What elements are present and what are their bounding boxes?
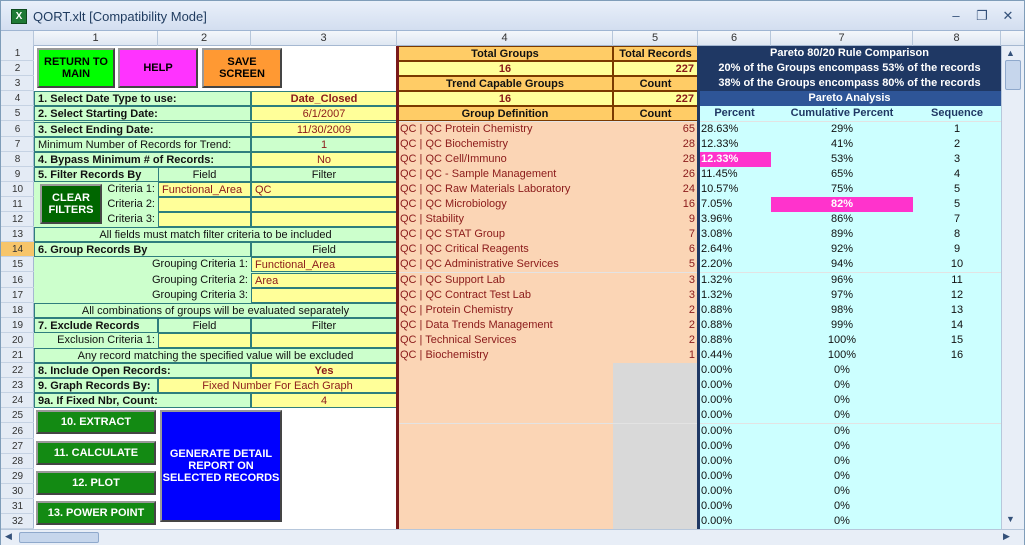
form-value[interactable]: 1 — [251, 137, 397, 152]
generate-report-button[interactable]: GENERATE DETAIL REPORT ON SELECTED RECORDS — [160, 410, 282, 522]
exclusion-1-field[interactable] — [158, 333, 251, 348]
form-label: 4. Bypass Minimum # of Records: — [34, 152, 251, 167]
row-header[interactable]: 16 — [1, 273, 34, 288]
row-header[interactable]: 4 — [1, 91, 34, 106]
sequence-cell[interactable] — [913, 484, 1001, 499]
group-definition-cell[interactable]: QC | QC - Sample Management — [397, 167, 613, 182]
group-definition-cell[interactable]: QC | QC Contract Test Lab — [397, 288, 613, 303]
title-bar — [1, 1, 1024, 31]
count-cell[interactable]: 2 — [613, 318, 698, 333]
cumulative-percent-cell[interactable]: 89% — [771, 227, 913, 242]
sequence-cell[interactable]: 1 — [913, 122, 1001, 137]
row-header[interactable]: 1 — [1, 46, 34, 61]
form-label: Minimum Number of Records for Trend: — [34, 137, 251, 152]
percent-cell[interactable]: 0.00% — [698, 514, 771, 529]
cumulative-percent-cell[interactable]: 0% — [771, 408, 913, 423]
row-header[interactable]: 2 — [1, 61, 34, 76]
row-header[interactable]: 10 — [1, 182, 34, 197]
group-definition-cell[interactable]: QC | QC Protein Chemistry — [397, 122, 613, 137]
group-definition-cell[interactable] — [397, 408, 613, 423]
filter-header: Filter — [251, 167, 397, 182]
group-definition-cell[interactable] — [397, 393, 613, 408]
sequence-cell[interactable]: 2 — [913, 137, 1001, 152]
cumulative-percent-cell[interactable]: 86% — [771, 212, 913, 227]
group-definition-cell[interactable]: QC | QC STAT Group — [397, 227, 613, 242]
group-definition-cell[interactable]: QC | Protein Chemistry — [397, 303, 613, 318]
grouping-1-field[interactable]: Functional_Area — [251, 257, 397, 272]
count-cell[interactable]: 1 — [613, 348, 698, 363]
sequence-cell[interactable]: 11 — [913, 273, 1001, 288]
percent-cell[interactable]: 0.88% — [698, 333, 771, 348]
group-definition-cell[interactable] — [397, 469, 613, 484]
horizontal-scrollbar[interactable] — [1, 529, 1024, 545]
criteria-2-field[interactable] — [158, 197, 251, 212]
filter-header: Filter — [251, 318, 397, 333]
group-definition-header: Group Definition — [397, 106, 613, 121]
form-label: 1. Select Date Type to use: — [34, 91, 251, 106]
count-cell[interactable]: 3 — [613, 273, 698, 288]
group-definition-cell[interactable] — [397, 424, 613, 439]
count-cell[interactable] — [613, 484, 698, 499]
row-header[interactable]: 3 — [1, 76, 34, 91]
form-label: 5. Filter Records By — [34, 167, 251, 182]
count-cell[interactable]: 9 — [613, 212, 698, 227]
criteria-label: Criteria 1: — [107, 183, 155, 195]
restore-icon[interactable]: ❐ — [976, 8, 988, 23]
count-cell[interactable]: 16 — [613, 197, 698, 212]
count-cell[interactable]: 2 — [613, 303, 698, 318]
percent-cell[interactable]: 0.44% — [698, 348, 771, 363]
percent-cell[interactable]: 12.33% — [698, 152, 771, 167]
column-header[interactable]: 8 — [913, 31, 1001, 46]
sequence-cell[interactable]: 5 — [913, 197, 1001, 212]
sequence-cell[interactable]: 12 — [913, 288, 1001, 303]
sequence-cell[interactable] — [913, 408, 1001, 423]
row-header[interactable]: 18 — [1, 303, 34, 318]
row-header[interactable]: 5 — [1, 106, 34, 121]
count-header: Count — [613, 106, 698, 121]
percent-cell[interactable]: 0.00% — [698, 378, 771, 393]
percent-cell[interactable]: 0.00% — [698, 499, 771, 514]
cumulative-percent-cell[interactable]: 100% — [771, 348, 913, 363]
count-label: Count — [613, 76, 698, 91]
sequence-cell[interactable] — [913, 378, 1001, 393]
sequence-cell[interactable]: 14 — [913, 318, 1001, 333]
row-header[interactable]: 31 — [1, 499, 34, 514]
count-cell[interactable]: 2 — [613, 333, 698, 348]
sequence-cell[interactable]: 5 — [913, 182, 1001, 197]
count-cell[interactable] — [613, 514, 698, 529]
percent-cell[interactable]: 3.96% — [698, 212, 771, 227]
form-value[interactable]: No — [251, 152, 397, 167]
criteria-3-field[interactable] — [158, 212, 251, 227]
percent-cell[interactable]: 0.00% — [698, 469, 771, 484]
sequence-cell[interactable] — [913, 439, 1001, 454]
column-header[interactable]: 1 — [34, 31, 158, 46]
count-cell[interactable]: 7 — [613, 227, 698, 242]
total-groups-label: Total Groups — [397, 46, 613, 61]
count-cell[interactable]: 28 — [613, 152, 698, 167]
count-cell[interactable] — [613, 499, 698, 514]
pareto-line-2: 38% of the Groups encompass 80% of the records — [698, 76, 1001, 91]
cumulative-percent-cell[interactable]: 0% — [771, 424, 913, 439]
percent-cell[interactable]: 0.00% — [698, 454, 771, 469]
sequence-cell[interactable] — [913, 469, 1001, 484]
cumulative-percent-cell[interactable]: 0% — [771, 514, 913, 529]
group-definition-cell[interactable]: QC | QC Raw Materials Laboratory — [397, 182, 613, 197]
calculate-button[interactable]: 11. CALCULATE — [36, 441, 156, 465]
percent-cell[interactable]: 7.05% — [698, 197, 771, 212]
sequence-cell[interactable]: 16 — [913, 348, 1001, 363]
cumulative-percent-cell[interactable]: 0% — [771, 454, 913, 469]
percent-cell[interactable]: 0.00% — [698, 484, 771, 499]
column-header[interactable]: 3 — [251, 31, 397, 46]
select-all-corner[interactable] — [1, 31, 34, 46]
row-header[interactable]: 29 — [1, 469, 34, 484]
column-header[interactable]: 6 — [698, 31, 771, 46]
cumulative-percent-cell[interactable]: 0% — [771, 363, 913, 378]
group-definition-cell[interactable] — [397, 378, 613, 393]
plot-button[interactable]: 12. PLOT — [36, 471, 156, 495]
form-value[interactable]: 6/1/2007 — [251, 106, 397, 121]
sequence-header: Sequence — [913, 106, 1001, 121]
group-definition-cell[interactable] — [397, 363, 613, 378]
row-header[interactable]: 21 — [1, 348, 34, 363]
exclusion-label: Exclusion Criteria 1: — [57, 334, 155, 346]
cumulative-percent-cell[interactable]: 97% — [771, 288, 913, 303]
count-cell[interactable]: 3 — [613, 288, 698, 303]
percent-cell[interactable]: 12.33% — [698, 137, 771, 152]
group-definition-cell[interactable] — [397, 484, 613, 499]
row-header[interactable]: 6 — [1, 122, 34, 137]
percent-cell[interactable]: 1.32% — [698, 273, 771, 288]
percent-cell[interactable]: 10.57% — [698, 182, 771, 197]
field-header: Field — [158, 318, 251, 333]
group-definition-cell[interactable]: QC | Data Trends Management — [397, 318, 613, 333]
count-cell[interactable]: 65 — [613, 122, 698, 137]
form-value[interactable]: Yes — [251, 363, 397, 378]
group-definition-cell[interactable]: QC | Technical Services — [397, 333, 613, 348]
sequence-cell[interactable] — [913, 499, 1001, 514]
row-header[interactable]: 30 — [1, 484, 34, 499]
column-headers — [1, 31, 1024, 46]
row-header[interactable]: 19 — [1, 318, 34, 333]
row-header[interactable]: 20 — [1, 333, 34, 348]
total-groups-value: 16 — [397, 61, 613, 76]
row-headers — [1, 46, 34, 529]
scroll-up-icon[interactable]: ▲ — [1006, 48, 1015, 58]
cumulative-percent-cell[interactable]: 75% — [771, 182, 913, 197]
field-header: Field — [251, 242, 397, 257]
column-header[interactable]: 5 — [613, 31, 698, 46]
section-divider — [697, 46, 700, 529]
criteria-3-filter[interactable] — [251, 212, 397, 227]
grouping-label: Grouping Criteria 2: — [152, 274, 248, 286]
sequence-cell[interactable]: 10 — [913, 257, 1001, 272]
form-label: 8. Include Open Records: — [34, 363, 251, 378]
criteria-1-field[interactable]: Functional_Area — [158, 182, 251, 197]
group-definition-cell[interactable]: QC | Stability — [397, 212, 613, 227]
percent-cell[interactable]: 2.64% — [698, 242, 771, 257]
scroll-down-icon[interactable]: ▼ — [1006, 514, 1015, 524]
count-cell[interactable] — [613, 439, 698, 454]
grouping-3-field[interactable] — [251, 288, 397, 303]
criteria-label: Criteria 3: — [107, 213, 155, 225]
group-note: All combinations of groups will be evaluated separately — [34, 303, 397, 318]
exclusion-1-filter[interactable] — [251, 333, 397, 348]
close-icon[interactable]: ✕ — [1002, 8, 1014, 23]
group-definition-cell[interactable] — [397, 499, 613, 514]
clear-filters-button[interactable]: CLEAR FILTERS — [40, 184, 102, 224]
row-header[interactable]: 7 — [1, 137, 34, 152]
cumulative-percent-cell[interactable]: 92% — [771, 242, 913, 257]
count-cell[interactable] — [613, 393, 698, 408]
criteria-label: Criteria 2: — [107, 198, 155, 210]
column-header[interactable]: 2 — [158, 31, 251, 46]
column-header[interactable]: 4 — [397, 31, 613, 46]
sequence-cell[interactable] — [913, 454, 1001, 469]
count-cell[interactable] — [613, 424, 698, 439]
sequence-cell[interactable]: 9 — [913, 242, 1001, 257]
row-header[interactable]: 17 — [1, 288, 34, 303]
exclude-note: Any record matching the specified value will be excluded — [34, 348, 397, 363]
percent-cell[interactable]: 11.45% — [698, 167, 771, 182]
group-definition-cell[interactable]: QC | QC Support Lab — [397, 273, 613, 288]
cumulative-percent-cell[interactable]: 96% — [771, 273, 913, 288]
filter-note: All fields must match filter criteria to be included — [34, 227, 397, 242]
group-definition-cell[interactable]: QC | QC Biochemistry — [397, 137, 613, 152]
extract-button[interactable]: 10. EXTRACT — [36, 410, 156, 434]
percent-cell[interactable]: 0.00% — [698, 424, 771, 439]
scroll-thumb[interactable] — [19, 532, 99, 543]
cumulative-percent-cell[interactable]: 0% — [771, 439, 913, 454]
power-point-button[interactable]: 13. POWER POINT — [36, 501, 156, 525]
criteria-1-filter[interactable]: QC — [251, 182, 397, 197]
section-divider — [396, 46, 399, 529]
pareto-line-1: 20% of the Groups encompass 53% of the records — [698, 61, 1001, 76]
form-value[interactable]: Date_Closed — [251, 91, 397, 106]
row-header[interactable]: 25 — [1, 408, 34, 423]
save-screen-button[interactable]: SAVE SCREEN — [202, 48, 282, 88]
sequence-cell[interactable]: 13 — [913, 303, 1001, 318]
percent-cell[interactable]: 0.00% — [698, 408, 771, 423]
spreadsheet-grid[interactable] — [34, 46, 1001, 529]
sequence-cell[interactable] — [913, 363, 1001, 378]
scroll-thumb[interactable] — [1005, 60, 1021, 90]
excel-icon[interactable]: X — [11, 9, 27, 24]
row-header[interactable]: 11 — [1, 197, 34, 212]
group-definition-cell[interactable]: QC | QC Administrative Services — [397, 257, 613, 272]
cumulative-percent-cell[interactable]: 53% — [771, 152, 913, 167]
percent-cell[interactable]: 0.00% — [698, 393, 771, 408]
criteria-2-filter[interactable] — [251, 197, 397, 212]
cumulative-header: Cumulative Percent — [771, 106, 913, 121]
percent-cell[interactable]: 0.88% — [698, 303, 771, 318]
sequence-cell[interactable] — [913, 514, 1001, 529]
grouping-label: Grouping Criteria 1: — [152, 258, 248, 270]
total-records-label: Total Records — [613, 46, 698, 61]
count-cell[interactable]: 5 — [613, 257, 698, 272]
cumulative-percent-cell[interactable]: 29% — [771, 122, 913, 137]
pareto-title: Pareto 80/20 Rule Comparison — [698, 46, 1001, 61]
form-value[interactable]: 4 — [251, 393, 397, 408]
form-value[interactable]: 11/30/2009 — [251, 122, 397, 137]
group-definition-cell[interactable]: QC | Biochemistry — [397, 348, 613, 363]
row-header[interactable]: 23 — [1, 378, 34, 393]
count-cell[interactable] — [613, 363, 698, 378]
cumulative-percent-cell[interactable]: 0% — [771, 499, 913, 514]
vertical-scrollbar[interactable] — [1001, 46, 1024, 529]
count-cell[interactable] — [613, 469, 698, 484]
count-cell[interactable]: 24 — [613, 182, 698, 197]
count-cell[interactable]: 6 — [613, 242, 698, 257]
percent-cell[interactable]: 28.63% — [698, 122, 771, 137]
sequence-cell[interactable] — [913, 393, 1001, 408]
percent-header: Percent — [698, 106, 771, 121]
grouping-2-field[interactable]: Area — [251, 273, 397, 288]
percent-cell[interactable]: 0.00% — [698, 439, 771, 454]
cumulative-percent-cell[interactable]: 99% — [771, 318, 913, 333]
group-definition-cell[interactable] — [397, 514, 613, 529]
help-button[interactable]: HELP — [118, 48, 198, 88]
cumulative-percent-cell[interactable]: 0% — [771, 378, 913, 393]
row-header[interactable]: 24 — [1, 393, 34, 408]
row-header[interactable]: 26 — [1, 424, 34, 439]
cumulative-percent-cell[interactable]: 100% — [771, 333, 913, 348]
total-records-value: 227 — [613, 61, 698, 76]
form-label: 9. Graph Records By: — [34, 378, 158, 393]
percent-cell[interactable]: 2.20% — [698, 257, 771, 272]
count-cell[interactable]: 28 — [613, 137, 698, 152]
cumulative-percent-cell[interactable]: 65% — [771, 167, 913, 182]
window-title: QORT.xlt [Compatibility Mode] — [33, 9, 207, 24]
row-header[interactable]: 8 — [1, 152, 34, 167]
row-header[interactable]: 28 — [1, 454, 34, 469]
graph-by-value[interactable]: Fixed Number For Each Graph — [158, 378, 397, 393]
form-label: 2. Select Starting Date: — [34, 106, 251, 121]
cumulative-percent-cell[interactable]: 82% — [771, 197, 913, 212]
row-header[interactable]: 14 — [1, 242, 34, 257]
cumulative-percent-cell[interactable]: 0% — [771, 484, 913, 499]
percent-cell[interactable]: 0.88% — [698, 318, 771, 333]
sequence-cell[interactable]: 7 — [913, 212, 1001, 227]
group-definition-cell[interactable]: QC | QC Microbiology — [397, 197, 613, 212]
count-value: 227 — [613, 91, 698, 106]
return-to-main-button[interactable]: RETURN TO MAIN — [37, 48, 115, 88]
scroll-left-icon[interactable]: ◀ — [5, 531, 12, 541]
form-label: 3. Select Ending Date: — [34, 122, 251, 137]
cumulative-percent-cell[interactable]: 41% — [771, 137, 913, 152]
percent-cell[interactable]: 1.32% — [698, 288, 771, 303]
row-header[interactable]: 32 — [1, 514, 34, 529]
minimize-icon[interactable]: – — [952, 8, 960, 23]
cumulative-percent-cell[interactable]: 94% — [771, 257, 913, 272]
sequence-cell[interactable] — [913, 424, 1001, 439]
count-cell[interactable] — [613, 454, 698, 469]
pareto-analysis-header: Pareto Analysis — [698, 91, 1001, 106]
form-label: 6. Group Records By — [34, 242, 251, 257]
trend-groups-value: 16 — [397, 91, 613, 106]
sequence-cell[interactable]: 4 — [913, 167, 1001, 182]
column-header[interactable]: 7 — [771, 31, 913, 46]
row-header[interactable]: 13 — [1, 227, 34, 242]
scroll-right-icon[interactable]: ▶ — [1003, 531, 1010, 541]
sequence-cell[interactable]: 3 — [913, 152, 1001, 167]
form-label: 7. Exclude Records — [34, 318, 158, 333]
cumulative-percent-cell[interactable]: 0% — [771, 469, 913, 484]
percent-cell[interactable]: 3.08% — [698, 227, 771, 242]
field-header: Field — [158, 167, 251, 182]
row-header[interactable]: 12 — [1, 212, 34, 227]
count-cell[interactable]: 26 — [613, 167, 698, 182]
grouping-label: Grouping Criteria 3: — [152, 289, 248, 301]
row-header[interactable]: 9 — [1, 167, 34, 182]
row-header[interactable]: 22 — [1, 363, 34, 378]
row-header[interactable]: 27 — [1, 439, 34, 454]
row-header[interactable]: 15 — [1, 257, 34, 272]
sequence-cell[interactable]: 8 — [913, 227, 1001, 242]
group-definition-cell[interactable] — [397, 454, 613, 469]
percent-cell[interactable]: 0.00% — [698, 363, 771, 378]
trend-groups-label: Trend Capable Groups — [397, 76, 613, 91]
group-definition-cell[interactable]: QC | QC Cell/Immuno — [397, 152, 613, 167]
form-label: 9a. If Fixed Nbr, Count: — [34, 393, 251, 408]
count-cell[interactable] — [613, 408, 698, 423]
group-definition-cell[interactable]: QC | QC Critical Reagents — [397, 242, 613, 257]
cumulative-percent-cell[interactable]: 98% — [771, 303, 913, 318]
cumulative-percent-cell[interactable]: 0% — [771, 393, 913, 408]
sequence-cell[interactable]: 15 — [913, 333, 1001, 348]
group-definition-cell[interactable] — [397, 439, 613, 454]
count-cell[interactable] — [613, 378, 698, 393]
